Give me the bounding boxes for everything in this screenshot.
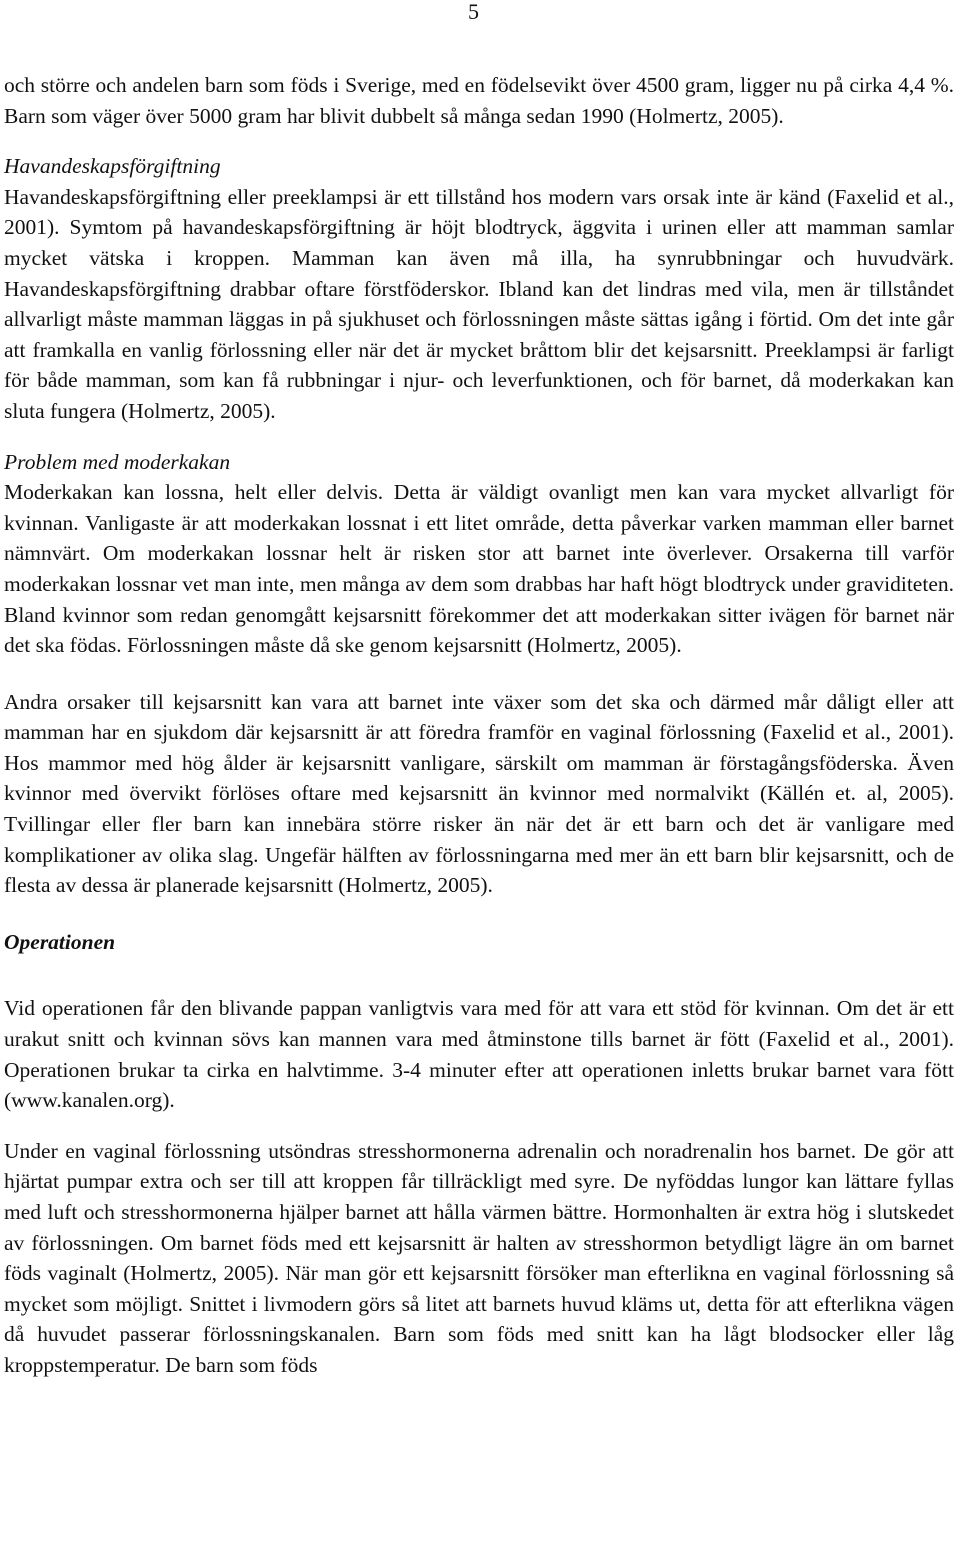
placenta-paragraph: Moderkakan kan lossna, helt eller delvis. Detta är väldigt ovanligt men kan vara mycket allvarligt för kvinnan. Vanligaste är att moderkakan lossnat i ett litet område, detta påverkar varken mamman eller barnet nämnvärt. Om moderkakan lossnar helt är risken stor att barnet inte överlever. Orsakerna till varför moderkakan lossnar vet man inte, men många av dem som drabbas har haft högt blodtryck under graviditeten. Bland kvinnor som redan genomgått kejsarsnitt förekommer det att moderkakan sitter ivägen för barnet när det ska födas. Förlossningen måste då ske genom kejsarsnitt (Holmertz, 2005). — [4, 480, 954, 658]
operation-paragraph: Vid operationen får den blivande pappan vanligtvis vara med för att vara ett stöd för kvinnan. Om det är ett urakut snitt och kvinnan sövs kan mannen vara med åtminstone tills barnet är fött (Faxelid et al., 2001). Operationen brukar ta cirka en halvtimme. 3-4 minuter efter att operationen inletts brukar barnet vara fött (www.kanalen.org). — [4, 996, 954, 1113]
spacer — [4, 957, 954, 993]
spacer — [4, 661, 954, 687]
preeclampsia-paragraph: Havandeskapsförgiftning eller preeklampsi är ett tillstånd hos modern vars orsak inte är känd (Faxelid et al., 2001). Symtom på havandeskapsförgiftning är höjt blodtryck, äggvita i urinen eller att mamman samlar mycket vätska i kroppen. Mamman kan även må illa, ha synrubbningar och huvudvärk. Havandeskapsförgiftning drabbar oftare förstföderskor. Ibland kan det lindras med vila, men är tillståndet allvarligt måste mamman läggas in på sjukhuset och förlossningen måste sättas igång i förtid. Om det inte går att framkalla en vanlig förlossning eller när det är mycket bråttom blir det kejsarsnitt. Preeklampsi är farligt för både mamman, som kan få rubbningar i njur- och leverfunktionen, och för barnet, då moderkakan kan sluta fungera (Holmertz, 2005). — [4, 184, 954, 423]
spacer — [4, 427, 954, 447]
document-body — [4, 70, 954, 1381]
spacer — [4, 131, 954, 151]
placenta-heading: Problem med moderkakan — [4, 449, 231, 474]
other-causes-paragraph: Andra orsaker till kejsarsnitt kan vara att barnet inte växer som det ska och därmed mår dåligt eller att mamman har en sjukdom där kejsarsnitt är att föredra framför en vaginal förlossning (Faxelid et al., 2001). Hos mammor med hög ålder är kejsarsnitt vanligare, särskilt om mamman är förstagångsföderska. Även kvinnor med övervikt förlöses oftare med kejsarsnitt än kvinnor med normalvikt (Källén et. al, 2005). Tvillingar eller fler barn kan innebära större risker än när det är ett barn och det är vanligare med komplikationer av olika slag. Ungefär hälften av förlossningarna med mer än ett barn blir kejsarsnitt, och de flesta av dessa är planerade kejsarsnitt (Holmertz, 2005). — [4, 689, 954, 898]
vaginal-birth-paragraph: Under en vaginal förlossning utsöndras stresshormonerna adrenalin och noradrenalin hos barnet. De gör att hjärtat pumpar extra och ser till att kroppen får tillräckligt med syre. De nyföddas lungor kan lättare fyllas med luft och stresshormonerna hjälper barnet att hålla värmen bättre. Hormonhalten är extra hög i slutskedet av förlossningen. Om barnet föds med ett kejsarsnitt är halten av stresshormon betydligt lägre än om barnet föds vaginalt (Holmertz, 2005). När man gör ett kejsarsnitt försöker man efterlikna en vaginal förlossning så mycket som möjligt. Snittet i livmodern görs så litet att barnets huvud kläms ut, detta för att efterlikna vägen då huvudet passerar förlossningskanalen. Barn som föds med snitt kan ha lågt blodsocker eller låg kroppstemperatur. De barn som föds — [4, 1138, 954, 1377]
preeclampsia-heading: Havandeskapsförgiftning — [4, 154, 221, 179]
spacer — [4, 901, 954, 927]
spacer — [4, 1116, 954, 1136]
intro-paragraph: och större och andelen barn som föds i Sverige, med en födelsevikt över 4500 gram, ligger nu på cirka 4,4 %. Barn som väger över 5000 gram har blivit dubbelt så många sedan 1990 (Holmertz, 2005). — [4, 73, 954, 128]
operation-heading: Operationen — [4, 929, 116, 954]
page-number: 5 — [468, 0, 479, 24]
